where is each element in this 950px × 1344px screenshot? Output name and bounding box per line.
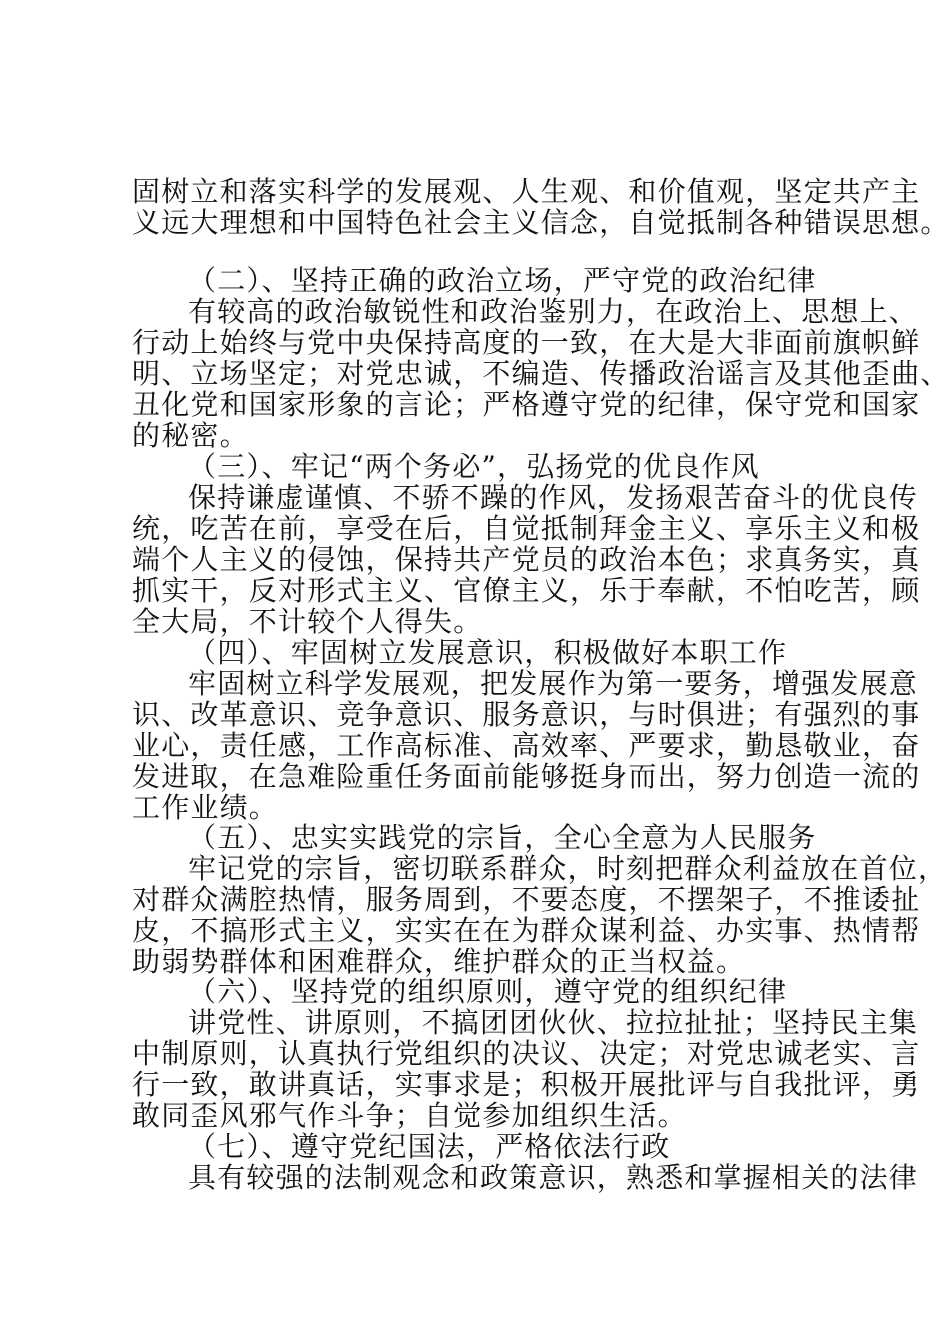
paragraph-line: 讲党性、讲原则，不搞团团伙伙、拉拉扯扯；坚持民主集 xyxy=(188,1006,919,1039)
paragraph-line: 敢同歪风邪气作斗争；自觉参加组织生活。 xyxy=(132,1099,687,1132)
paragraph-line: 行动上始终与党中央保持高度的一致，在大是大非面前旗帜鲜 xyxy=(132,326,921,359)
section-heading: （四）、牢固树立发展意识，积极做好本职工作 xyxy=(188,636,788,669)
paragraph-line: 明、立场坚定；对党忠诚，不编造、传播政治谣言及其他歪曲、 xyxy=(132,357,950,390)
intro-paragraph xyxy=(132,175,950,239)
section-heading: （三）、牢记“两个务必”，弘扬党的优良作风 xyxy=(188,450,760,483)
paragraph-line: 行一致，敢讲真话，实事求是；积极开展批评与自我批评，勇 xyxy=(132,1068,921,1101)
paragraph-line: 对群众满腔热情，服务周到，不要态度，不摆架子，不推诿扯 xyxy=(132,883,921,916)
section-7 xyxy=(132,1130,919,1194)
paragraph-line: 的秘密。 xyxy=(132,419,249,452)
paragraph-line: 牢记党的宗旨，密切联系群众，时刻把群众利益放在首位， xyxy=(188,852,948,885)
section-heading: （二）、坚持正确的政治立场，严守党的政治纪律 xyxy=(188,264,817,297)
paragraph-line: 抓实干，反对形式主义、官僚主义，乐于奉献，不怕吃苦，顾 xyxy=(132,574,921,607)
paragraph-line: 固树立和落实科学的发展观、人生观、和价值观，坚定共产主 xyxy=(132,175,921,208)
paragraph-line: 发进取，在急难险重任务面前能够挺身而出，努力创造一流的 xyxy=(132,760,921,793)
paragraph-line: 具有较强的法制观念和政策意识，熟悉和掌握相关的法律 xyxy=(188,1161,919,1194)
paragraph-line: 保持谦虚谨慎、不骄不躁的作风，发扬艰苦奋斗的优良传 xyxy=(188,481,919,514)
paragraph-line: 识、改革意识、竞争意识、服务意识，与时俱进；有强烈的事 xyxy=(132,698,921,731)
paragraph-line: 全大局，不计较个人得失。 xyxy=(132,605,483,638)
section-heading: （六）、坚持党的组织原则，遵守党的组织纪律 xyxy=(188,975,788,1008)
section-heading: （五）、忠实实践党的宗旨，全心全意为人民服务 xyxy=(188,821,817,854)
paragraph-line: 业心，责任感，工作高标准、高效率、严要求，勤恳敬业，奋 xyxy=(132,729,921,762)
paragraph-line: 有较高的政治敏锐性和政治鉴别力，在政治上、思想上、 xyxy=(188,295,919,328)
section-5 xyxy=(132,821,948,978)
section-6 xyxy=(132,975,921,1132)
paragraph-line: 中制原则，认真执行党组织的决议、决定；对党忠诚老实、言 xyxy=(132,1037,921,1070)
section-heading: （七）、遵守党纪国法，严格依法行政 xyxy=(188,1130,671,1163)
paragraph-line: 义远大理想和中国特色社会主义信念，自觉抵制各种错误思想。 xyxy=(132,206,950,239)
paragraph-line: 端个人主义的侵蚀，保持共产党员的政治本色；求真务实，真 xyxy=(132,543,921,576)
paragraph-line: 工作业绩。 xyxy=(132,791,279,824)
paragraph-line: 助弱势群体和困难群众，维护群众的正当权益。 xyxy=(132,945,746,978)
paragraph-line: 牢固树立科学发展观，把发展作为第一要务，增强发展意 xyxy=(188,667,919,700)
paragraph-line: 丑化党和国家形象的言论；严格遵守党的纪律，保守党和国家 xyxy=(132,388,921,421)
section-3 xyxy=(132,450,921,638)
paragraph-line: 统，吃苦在前，享受在后，自觉抵制拜金主义、享乐主义和极 xyxy=(132,512,921,545)
paragraph-line: 皮，不搞形式主义，实实在在为群众谋利益、办实事、热情帮 xyxy=(132,914,921,947)
section-2 xyxy=(132,264,950,452)
section-4 xyxy=(132,636,921,824)
